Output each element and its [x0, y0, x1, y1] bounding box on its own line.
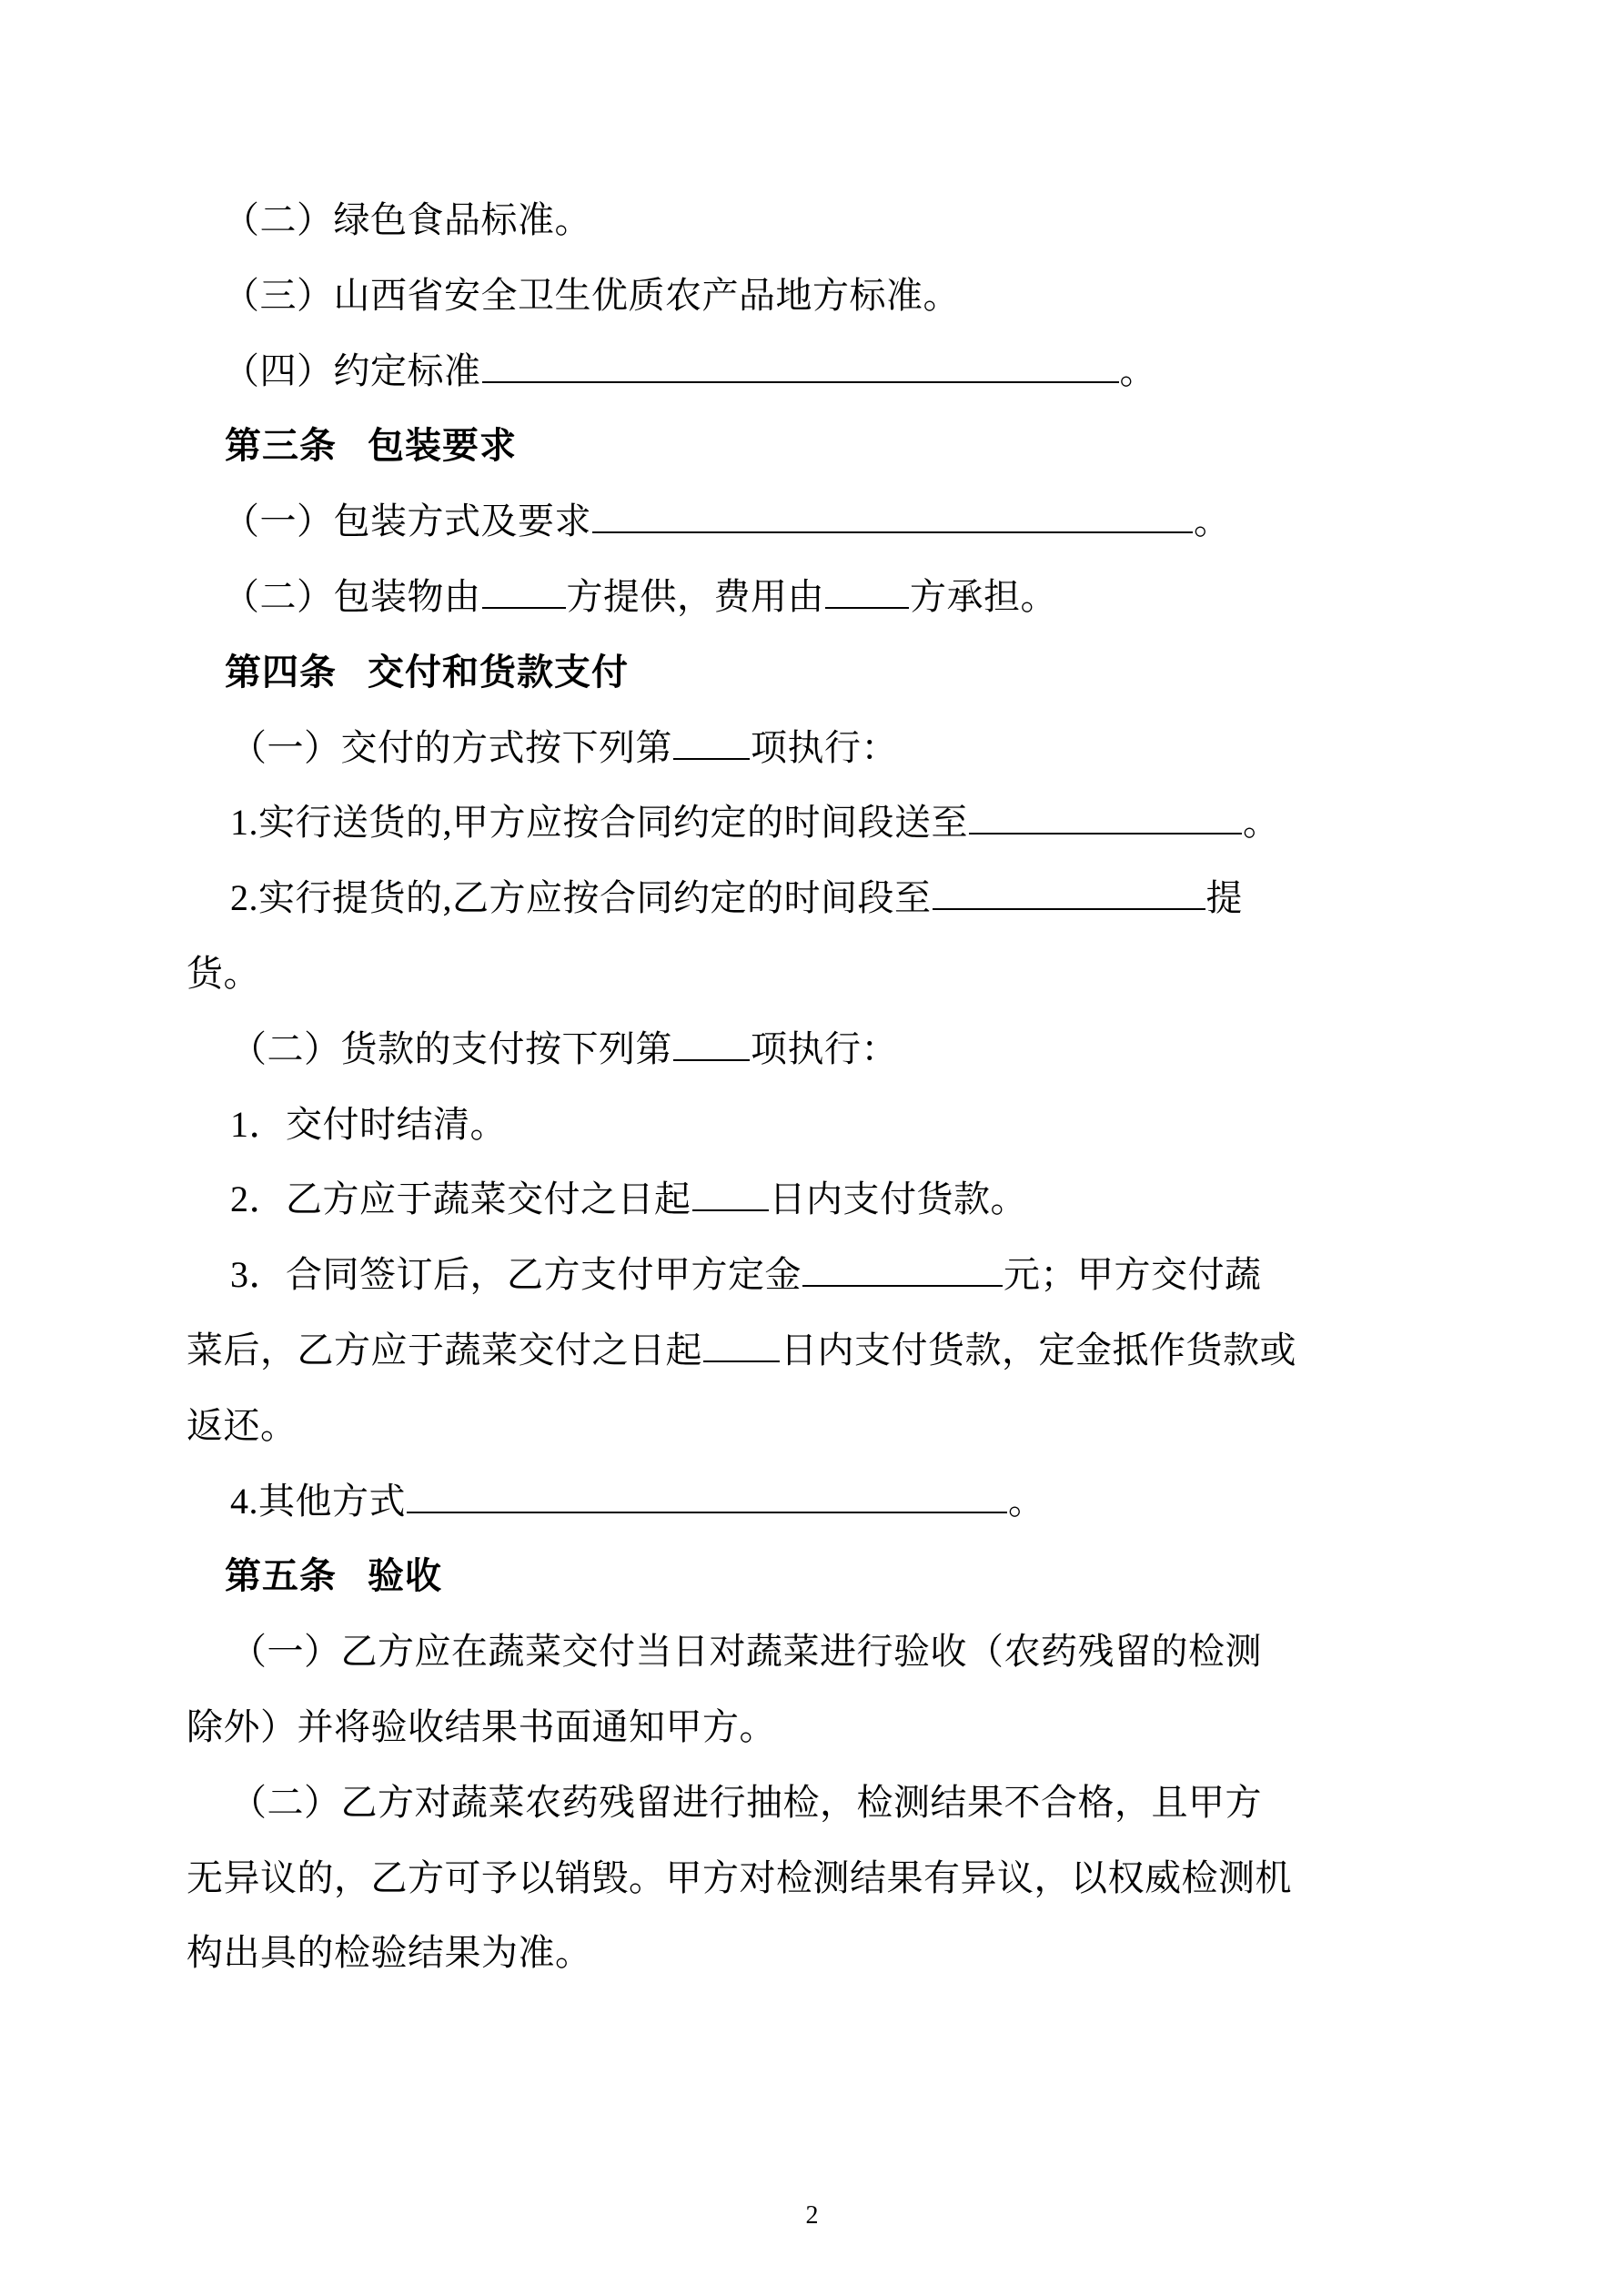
article-3-name: 包装要求 — [368, 425, 517, 467]
acceptance-2-text-a: （二）乙方对蔬菜农药残留进行抽检，检测结果不合格，且甲方 — [230, 1781, 1262, 1823]
paragraph-packaging-1 — [187, 492, 1453, 551]
payment-2-4-text-a: 4.其他方式 — [230, 1480, 406, 1522]
delivery-1-1-text-b: 。 — [1243, 802, 1280, 844]
paragraph-packaging-2 — [187, 568, 1453, 627]
standard-2-text: （二）绿色食品标准。 — [223, 199, 591, 240]
blank-payment-option[interactable] — [673, 1021, 750, 1061]
delivery-1-2-text-b: 提 — [1205, 877, 1243, 919]
article-3-number: 第三条 — [225, 425, 337, 467]
paragraph-delivery-1-2 — [187, 869, 1453, 928]
delivery-1-text-b: 项执行： — [751, 726, 898, 768]
document-body — [187, 191, 1453, 1983]
payment-2-text-b: 项执行： — [751, 1027, 898, 1069]
packaging-1-label: （一）包装方式及要求 — [223, 501, 591, 542]
packaging-1-suffix: 。 — [1194, 501, 1231, 542]
blank-standard-4[interactable] — [482, 343, 1119, 383]
acceptance-2-text-b: 无异议的，乙方可予以销毁。甲方对检测结果有异议，以权威检测机 — [187, 1856, 1292, 1898]
paragraph-payment-2-3-cont2 — [187, 1397, 1453, 1456]
packaging-2-text-a: （二）包装物由 — [223, 575, 481, 617]
blank-packaging-cost-bearer[interactable] — [825, 569, 909, 609]
blank-delivery-destination[interactable] — [969, 794, 1242, 834]
paragraph-delivery-1 — [187, 719, 1453, 778]
payment-2-2-text-a: 2．乙方应于蔬菜交付之日起 — [230, 1178, 691, 1220]
paragraph-payment-2-1 — [187, 1096, 1453, 1155]
payment-2-3-text-d: 日内支付货款，定金抵作货款或 — [781, 1329, 1296, 1371]
payment-2-text-a: （二）货款的支付按下列第 — [230, 1027, 672, 1069]
paragraph-delivery-1-2-cont — [187, 945, 1453, 1004]
packaging-2-text-c: 方承担。 — [910, 575, 1057, 617]
paragraph-acceptance-1 — [187, 1623, 1453, 1682]
delivery-1-text-a: （一）交付的方式按下列第 — [230, 726, 672, 768]
article-5-number: 第五条 — [225, 1555, 337, 1597]
paragraph-payment-2-2 — [187, 1170, 1453, 1229]
paragraph-payment-2-4 — [187, 1472, 1453, 1532]
acceptance-2-text-c: 构出具的检验结果为准。 — [187, 1932, 592, 1974]
blank-deposit-payment-days[interactable] — [703, 1322, 780, 1362]
heading-article-4 — [187, 643, 1453, 703]
acceptance-1-text-a: （一）乙方应在蔬菜交付当日对蔬菜进行验收（农药残留的检测 — [230, 1631, 1262, 1673]
paragraph-standard-3 — [187, 267, 1453, 326]
paragraph-standard-4 — [187, 342, 1453, 401]
paragraph-standard-2 — [187, 191, 1453, 250]
blank-pickup-location[interactable] — [933, 870, 1205, 910]
paragraph-acceptance-2-cont1 — [187, 1849, 1453, 1908]
standard-4-suffix: 。 — [1119, 349, 1156, 391]
acceptance-1-text-b: 除外）并将验收结果书面通知甲方。 — [187, 1705, 776, 1747]
blank-delivery-option[interactable] — [673, 720, 750, 760]
delivery-1-1-text-a: 1.实行送货的,甲方应按合同约定的时间段送至 — [230, 802, 968, 844]
paragraph-acceptance-2 — [187, 1774, 1453, 1833]
delivery-1-2-text-c: 货。 — [187, 952, 260, 994]
payment-2-3-text-c: 菜后，乙方应于蔬菜交付之日起 — [187, 1329, 702, 1371]
heading-article-5 — [187, 1547, 1453, 1606]
payment-2-1-text: 1．交付时结清。 — [230, 1103, 507, 1145]
delivery-1-2-text-a: 2.实行提货的,乙方应按合同约定的时间段至 — [230, 877, 932, 919]
blank-packaging-method[interactable] — [592, 493, 1193, 533]
blank-other-payment-method[interactable] — [407, 1473, 1007, 1513]
paragraph-payment-2 — [187, 1020, 1453, 1079]
paragraph-payment-2-3-cont1 — [187, 1321, 1453, 1381]
article-4-number: 第四条 — [225, 651, 337, 693]
heading-article-3 — [187, 417, 1453, 476]
paragraph-acceptance-1-cont — [187, 1698, 1453, 1757]
page-number: 2 — [805, 2201, 819, 2230]
blank-deposit-amount[interactable] — [802, 1247, 1003, 1287]
payment-2-4-text-b: 。 — [1008, 1480, 1045, 1522]
payment-2-3-text-e: 返还。 — [187, 1404, 298, 1446]
paragraph-acceptance-2-cont2 — [187, 1924, 1453, 1983]
paragraph-delivery-1-1 — [187, 794, 1453, 853]
payment-2-2-text-b: 日内支付货款。 — [769, 1178, 1027, 1220]
standard-4-label: （四）约定标准 — [223, 349, 481, 391]
paragraph-payment-2-3 — [187, 1246, 1453, 1305]
payment-2-3-text-b: 元；甲方交付蔬 — [1004, 1254, 1262, 1296]
blank-packaging-provider[interactable] — [482, 569, 566, 609]
article-4-name: 交付和货款支付 — [368, 651, 629, 693]
blank-payment-days[interactable] — [692, 1171, 769, 1211]
packaging-2-text-b: 方提供，费用由 — [566, 575, 824, 617]
standard-3-text: （三）山西省安全卫生优质农产品地方标准。 — [223, 274, 960, 316]
article-5-name: 验收 — [368, 1555, 442, 1597]
payment-2-3-text-a: 3．合同签订后，乙方支付甲方定金 — [230, 1254, 802, 1296]
